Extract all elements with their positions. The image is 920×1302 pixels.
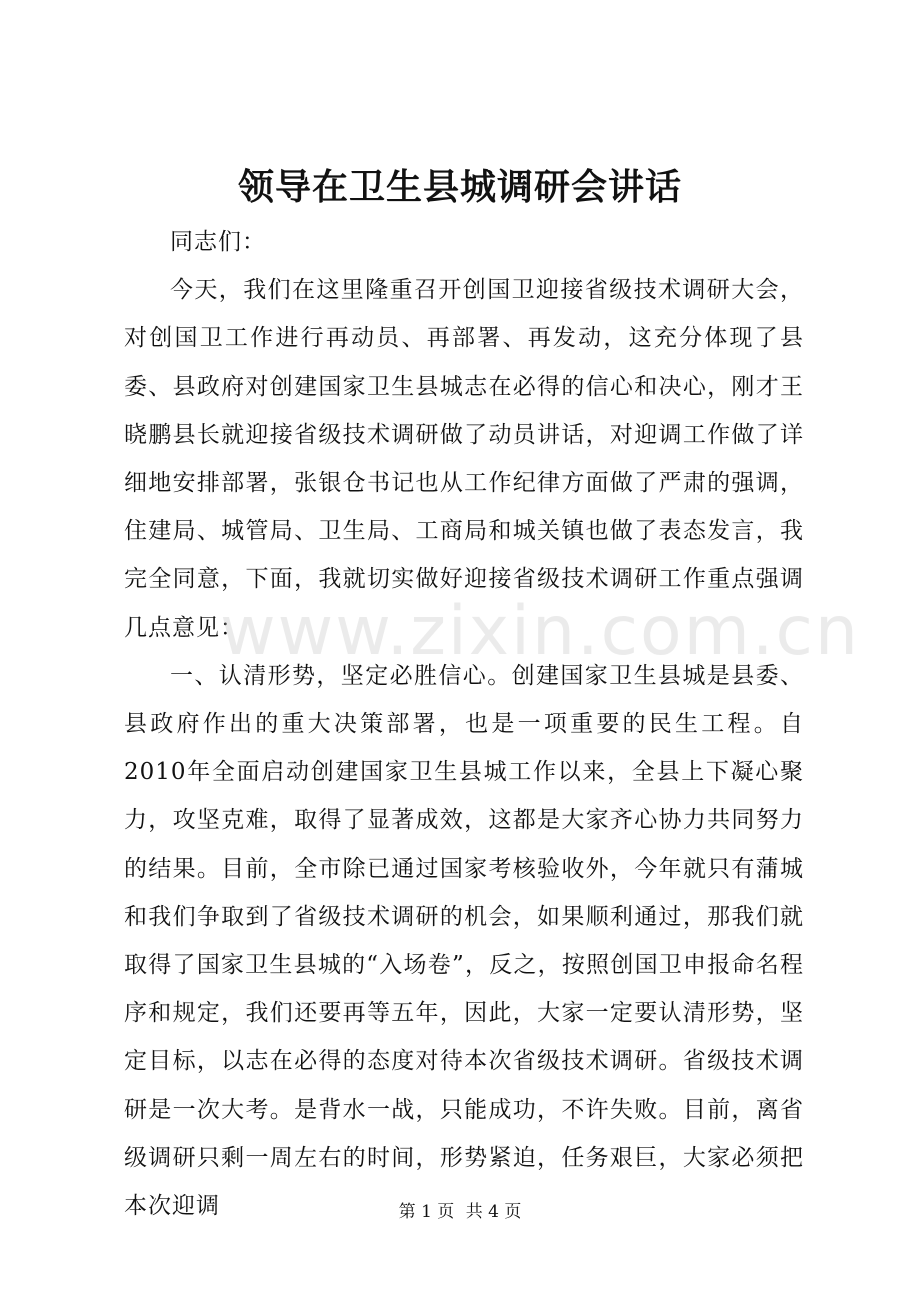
watermark: www.zixin.com.cn bbox=[220, 592, 860, 671]
paragraph-2: 一、认清形势，坚定必胜信心。创建国家卫生县城是县委、县政府作出的重大决策部署，也是一项重要的民生工程。自2010年全面启动创建国家卫生县城工作以来，全县上下凝心聚力，攻坚克难，取得了显著成效，这都是大家齐心协力共同努力的结果。目前，全市除已通过国家考核验收外，今年就只有蒲城和我们争取到了省级技术调研的机会，如果顺利通过，那我们就取得了国家卫生县城的“入场卷”，反之，按照创国卫申报命名程序和规定，我们还要再等五年，因此，大家一定要认清形势，坚定目标，以志在必得的态度对待本次省级技术调研。省级技术调研是一次大考。是背水一战，只能成功，不许失败。目前，离省级调研只剩一周左右的时间，形势紧迫，任务艰巨，大家必须把本次迎调 bbox=[124, 662, 804, 1220]
page-number: 第 1 页 bbox=[398, 1202, 455, 1222]
document-title: 领导在卫生县城调研会讲话 bbox=[237, 166, 682, 208]
salutation: 同志们： bbox=[170, 229, 266, 255]
page-total: 共 4 页 bbox=[465, 1202, 522, 1222]
page-footer bbox=[0, 1200, 920, 1224]
document-body bbox=[124, 218, 860, 1230]
paragraph-1: 今天，我们在这里隆重召开创国卫迎接省级技术调研大会，对创国卫工作进行再动员、再部署、再发动，这充分体现了县委、县政府对创建国家卫生县城志在必得的信心和决心，刚才王晓鹏县长就迎接省级技术调研做了动员讲话，对迎调工作做了详细地安排部署，张银仓书记也从工作纪律方面做了严肃的强调，住建局、城管局、卫生局、工商局和城关镇也做了表态发言，我完全同意，下面，我就切实做好迎接省级技术调研工作重点强调几点意见： bbox=[124, 277, 804, 641]
